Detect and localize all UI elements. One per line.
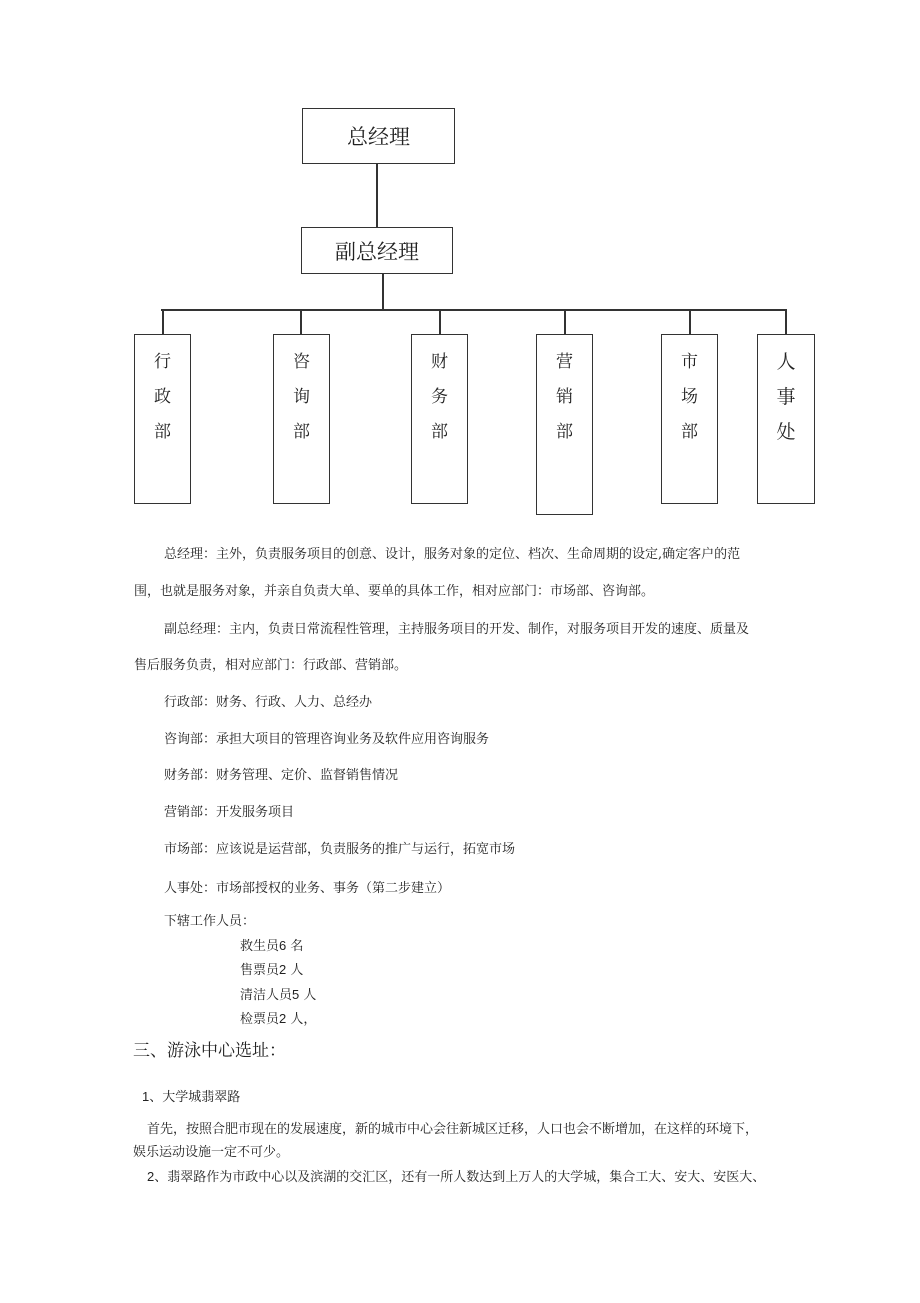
deputy-manager-label: 副总经理 [335, 239, 419, 264]
section-heading: 三、游泳中心选址： [133, 1041, 286, 1061]
dgm-description-line: 售后服务负责，相对应部门：行政部、营销部。 [134, 658, 408, 673]
dept-char: 销 [556, 387, 573, 407]
staff-role: 检票员 [240, 1012, 280, 1027]
staff-count: 2 [279, 1011, 287, 1026]
site-paragraph-line: 首先，按照合肥市现在的发展速度，新的城市中心会往新城区迁移，人口也会不断增加，在这样的环境下， [147, 1122, 759, 1137]
gm-description-line: 围，也就是服务对象，并亲自负责大单、要单的具体工作，相对应部门：市场部、咨询部。 [134, 584, 655, 599]
staff-role: 清洁人员 [240, 988, 293, 1003]
staff-unit: 人， [290, 1012, 317, 1027]
dept-char: 人 [776, 351, 796, 373]
drop-line [300, 309, 302, 335]
site-item-number: 1 [142, 1089, 150, 1104]
dept-char: 行 [154, 352, 171, 372]
dept-char: 财 [431, 352, 448, 372]
staff-item [240, 961, 303, 979]
dept-box-market [661, 334, 718, 504]
staff-item [240, 937, 303, 955]
dept-char: 部 [154, 422, 171, 442]
staff-unit: 名 [290, 939, 304, 954]
gm-description-line: 总经理：主外，负责服务项目的创意、设计，服务对象的定位、档次、生命周期的设定,确定客户的范 [164, 547, 741, 562]
dept-char: 政 [154, 387, 171, 407]
consult-description: 咨询部：承担大项目的管理咨询业务及软件应用咨询服务 [164, 732, 490, 747]
staff-item [240, 986, 316, 1004]
staff-unit: 人 [290, 963, 304, 978]
general-manager-box [302, 108, 455, 164]
dept-char: 部 [431, 422, 448, 442]
site-item-text: 、翡翠路作为市政中心以及滨湖的交汇区，还有一所人数达到上万人的大学城，集合工大、安大、安医大、 [154, 1170, 766, 1185]
dept-char: 部 [681, 422, 698, 442]
dept-char: 市 [681, 352, 698, 372]
finance-description: 财务部：财务管理、定价、监督销售情况 [164, 768, 399, 783]
site-item-title: 、大学城翡翠路 [149, 1090, 241, 1105]
dept-char: 处 [776, 421, 796, 443]
admin-description: 行政部：财务、行政、人力、总经办 [164, 695, 373, 710]
drop-line [564, 309, 566, 335]
drop-line [785, 309, 787, 335]
staff-count: 5 [292, 987, 300, 1002]
drop-line [162, 309, 164, 335]
staff-item [240, 1010, 316, 1028]
staff-role: 救生员 [240, 939, 280, 954]
dept-char: 营 [556, 352, 573, 372]
market-description: 市场部：应该说是运营部，负责服务的推广与运行，拓宽市场 [164, 842, 516, 857]
dept-box-finance [411, 334, 468, 504]
horizontal-bus [161, 309, 786, 311]
dept-box-consult [273, 334, 330, 504]
hr-description: 人事处：市场部授权的业务、事务（第二步建立） [164, 881, 451, 896]
dgm-description-line: 副总经理：主内，负责日常流程性管理，主持服务项目的开发、制作，对服务项目开发的速度、质量及 [164, 622, 750, 637]
site-item-number: 2 [147, 1169, 155, 1184]
connector-dgm-bus [382, 273, 384, 311]
drop-line [439, 309, 441, 335]
connector-gm-dgm [376, 163, 378, 227]
dept-char: 场 [681, 387, 698, 407]
general-manager-label: 总经理 [347, 125, 410, 149]
dept-char: 事 [776, 386, 796, 408]
dept-box-admin [134, 334, 191, 504]
dept-char: 咨 [293, 352, 310, 372]
sales-description: 营销部：开发服务项目 [164, 805, 295, 820]
deputy-manager-box [301, 227, 453, 274]
dept-char: 询 [293, 387, 310, 407]
staff-title: 下辖工作人员： [164, 914, 256, 929]
site-paragraph-line: 娱乐运动设施一定不可少。 [133, 1145, 290, 1160]
dept-char: 部 [293, 422, 310, 442]
dept-char: 务 [431, 387, 448, 407]
dept-box-sales [536, 334, 593, 515]
dept-box-hr [757, 334, 815, 504]
staff-count: 6 [279, 938, 287, 953]
site-item-2 [147, 1168, 765, 1186]
staff-unit: 人 [303, 988, 317, 1003]
drop-line [689, 309, 691, 335]
org-chart [0, 0, 920, 520]
dept-char: 部 [556, 422, 573, 442]
staff-role: 售票员 [240, 963, 280, 978]
site-item-1 [142, 1088, 240, 1106]
staff-count: 2 [279, 962, 287, 977]
